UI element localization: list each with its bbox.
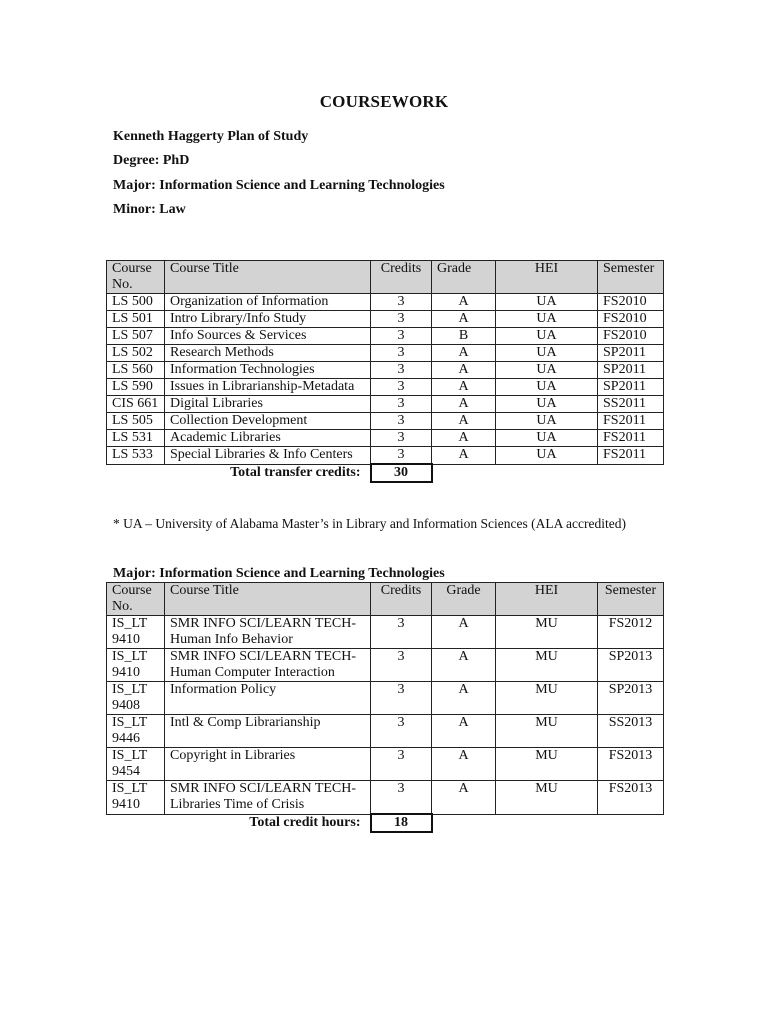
- table-row: [107, 430, 664, 447]
- hei-cell: UA: [496, 413, 598, 430]
- course-no-cell: LS 507: [107, 328, 165, 345]
- hei-cell: UA: [496, 379, 598, 396]
- semester-cell: FS2011: [598, 430, 664, 447]
- course-no-cell: IS_LT 9446: [107, 715, 165, 748]
- course-title-cell: Intro Library/Info Study: [165, 311, 371, 328]
- hei-cell: UA: [496, 430, 598, 447]
- credits-cell: 3: [371, 379, 432, 396]
- total-value: 18: [371, 814, 432, 832]
- table-row: [107, 781, 664, 815]
- course-no-cell: IS_LT 9408: [107, 682, 165, 715]
- credits-cell: 3: [371, 715, 432, 748]
- total-spacer: [432, 464, 664, 482]
- course-no-cell: LS 531: [107, 430, 165, 447]
- hei-cell: MU: [496, 649, 598, 682]
- table-header-row: [107, 261, 664, 294]
- footnote: * UA – University of Alabama Master’s in Library and Information Sciences (ALA accredited): [113, 516, 626, 531]
- grade-cell: A: [432, 649, 496, 682]
- total-row: [107, 464, 664, 482]
- column-header: Semester: [598, 583, 664, 616]
- hei-cell: MU: [496, 715, 598, 748]
- course-title-cell: Collection Development: [165, 413, 371, 430]
- grade-cell: A: [432, 396, 496, 413]
- semester-cell: FS2010: [598, 311, 664, 328]
- course-title-cell: Information Technologies: [165, 362, 371, 379]
- semester-cell: FS2012: [598, 616, 664, 649]
- table-row: [107, 616, 664, 649]
- semester-cell: FS2010: [598, 328, 664, 345]
- column-header: Credits: [371, 261, 432, 294]
- grade-cell: A: [432, 379, 496, 396]
- course-title-cell: Information Policy: [165, 682, 371, 715]
- semester-cell: SS2011: [598, 396, 664, 413]
- grade-cell: A: [432, 294, 496, 311]
- course-title-cell: Research Methods: [165, 345, 371, 362]
- course-title-cell: Organization of Information: [165, 294, 371, 311]
- major-course-table: [106, 582, 664, 833]
- credits-cell: 3: [371, 430, 432, 447]
- credits-cell: 3: [371, 294, 432, 311]
- table-row: [107, 396, 664, 413]
- course-title-cell: Copyright in Libraries: [165, 748, 371, 781]
- semester-cell: SP2011: [598, 362, 664, 379]
- hei-cell: MU: [496, 748, 598, 781]
- course-no-cell: IS_LT 9410: [107, 649, 165, 682]
- total-label: Total credit hours:: [249, 814, 361, 830]
- hei-cell: UA: [496, 294, 598, 311]
- credits-cell: 3: [371, 311, 432, 328]
- total-value: 30: [371, 464, 432, 482]
- table-row: [107, 649, 664, 682]
- column-header: HEI: [496, 583, 598, 616]
- credits-cell: 3: [371, 616, 432, 649]
- hei-cell: UA: [496, 447, 598, 465]
- major-line: Major: Information Science and Learning Technologies: [113, 178, 445, 193]
- table-row: [107, 748, 664, 781]
- table-row: [107, 682, 664, 715]
- grade-cell: A: [432, 715, 496, 748]
- column-header: Course No.: [107, 261, 165, 294]
- grade-cell: A: [432, 781, 496, 815]
- grade-cell: B: [432, 328, 496, 345]
- semester-cell: SS2013: [598, 715, 664, 748]
- course-no-cell: IS_LT 9454: [107, 748, 165, 781]
- semester-cell: FS2011: [598, 447, 664, 465]
- hei-cell: UA: [496, 345, 598, 362]
- grade-cell: A: [432, 311, 496, 328]
- course-title-cell: Digital Libraries: [165, 396, 371, 413]
- semester-cell: SP2011: [598, 379, 664, 396]
- course-no-cell: LS 533: [107, 447, 165, 465]
- credits-cell: 3: [371, 781, 432, 815]
- semester-cell: SP2013: [598, 682, 664, 715]
- credits-cell: 3: [371, 682, 432, 715]
- total-label: Total transfer credits:: [230, 464, 361, 480]
- column-header: Semester: [598, 261, 664, 294]
- minor-line: Minor: Law: [113, 202, 186, 217]
- semester-cell: FS2013: [598, 781, 664, 815]
- semester-cell: FS2013: [598, 748, 664, 781]
- total-row: [107, 814, 664, 832]
- credits-cell: 3: [371, 447, 432, 465]
- hei-cell: MU: [496, 682, 598, 715]
- column-header: Course Title: [165, 583, 371, 616]
- column-header: Course No.: [107, 583, 165, 616]
- table-row: [107, 362, 664, 379]
- grade-cell: A: [432, 430, 496, 447]
- grade-cell: A: [432, 362, 496, 379]
- semester-cell: SP2011: [598, 345, 664, 362]
- grade-cell: A: [432, 748, 496, 781]
- credits-cell: 3: [371, 345, 432, 362]
- course-title-cell: Intl & Comp Librarianship: [165, 715, 371, 748]
- document-title: COURSEWORK: [319, 92, 449, 111]
- table-row: [107, 311, 664, 328]
- course-title-cell: Special Libraries & Info Centers: [165, 447, 371, 465]
- course-no-cell: CIS 661: [107, 396, 165, 413]
- table-row: [107, 715, 664, 748]
- course-title-cell: SMR INFO SCI/LEARN TECH-Libraries Time of Crisis: [165, 781, 371, 815]
- table-row: [107, 447, 664, 465]
- hei-cell: UA: [496, 396, 598, 413]
- hei-cell: UA: [496, 311, 598, 328]
- credits-cell: 3: [371, 413, 432, 430]
- column-header: Grade: [432, 261, 496, 294]
- credits-cell: 3: [371, 328, 432, 345]
- total-spacer: [432, 814, 664, 832]
- column-header: Course Title: [165, 261, 371, 294]
- credits-cell: 3: [371, 649, 432, 682]
- hei-cell: UA: [496, 328, 598, 345]
- course-title-cell: SMR INFO SCI/LEARN TECH-Human Info Behavior: [165, 616, 371, 649]
- degree-line: Degree: PhD: [113, 153, 190, 168]
- column-header: Grade: [432, 583, 496, 616]
- grade-cell: A: [432, 413, 496, 430]
- grade-cell: A: [432, 345, 496, 362]
- semester-cell: FS2010: [598, 294, 664, 311]
- hei-cell: MU: [496, 781, 598, 815]
- course-no-cell: LS 502: [107, 345, 165, 362]
- grade-cell: A: [432, 447, 496, 465]
- major-section-heading: Major: Information Science and Learning Technologies: [113, 566, 445, 581]
- course-no-cell: LS 500: [107, 294, 165, 311]
- table-row: [107, 379, 664, 396]
- course-title-cell: Issues in Librarianship-Metadata: [165, 379, 371, 396]
- course-title-cell: Academic Libraries: [165, 430, 371, 447]
- semester-cell: SP2013: [598, 649, 664, 682]
- course-no-cell: LS 501: [107, 311, 165, 328]
- course-title-cell: SMR INFO SCI/LEARN TECH-Human Computer Interaction: [165, 649, 371, 682]
- course-title-cell: Info Sources & Services: [165, 328, 371, 345]
- table-row: [107, 294, 664, 311]
- table-header-row: [107, 583, 664, 616]
- plan-name: Kenneth Haggerty Plan of Study: [113, 129, 309, 144]
- hei-cell: MU: [496, 616, 598, 649]
- column-header: Credits: [371, 583, 432, 616]
- course-no-cell: LS 590: [107, 379, 165, 396]
- grade-cell: A: [432, 616, 496, 649]
- table-row: [107, 345, 664, 362]
- semester-cell: FS2011: [598, 413, 664, 430]
- course-no-cell: IS_LT 9410: [107, 781, 165, 815]
- hei-cell: UA: [496, 362, 598, 379]
- grade-cell: A: [432, 682, 496, 715]
- credits-cell: 3: [371, 396, 432, 413]
- course-no-cell: LS 505: [107, 413, 165, 430]
- course-no-cell: IS_LT 9410: [107, 616, 165, 649]
- table-row: [107, 413, 664, 430]
- course-no-cell: LS 560: [107, 362, 165, 379]
- table-row: [107, 328, 664, 345]
- column-header: HEI: [496, 261, 598, 294]
- transfer-course-table: [106, 260, 664, 483]
- credits-cell: 3: [371, 748, 432, 781]
- credits-cell: 3: [371, 362, 432, 379]
